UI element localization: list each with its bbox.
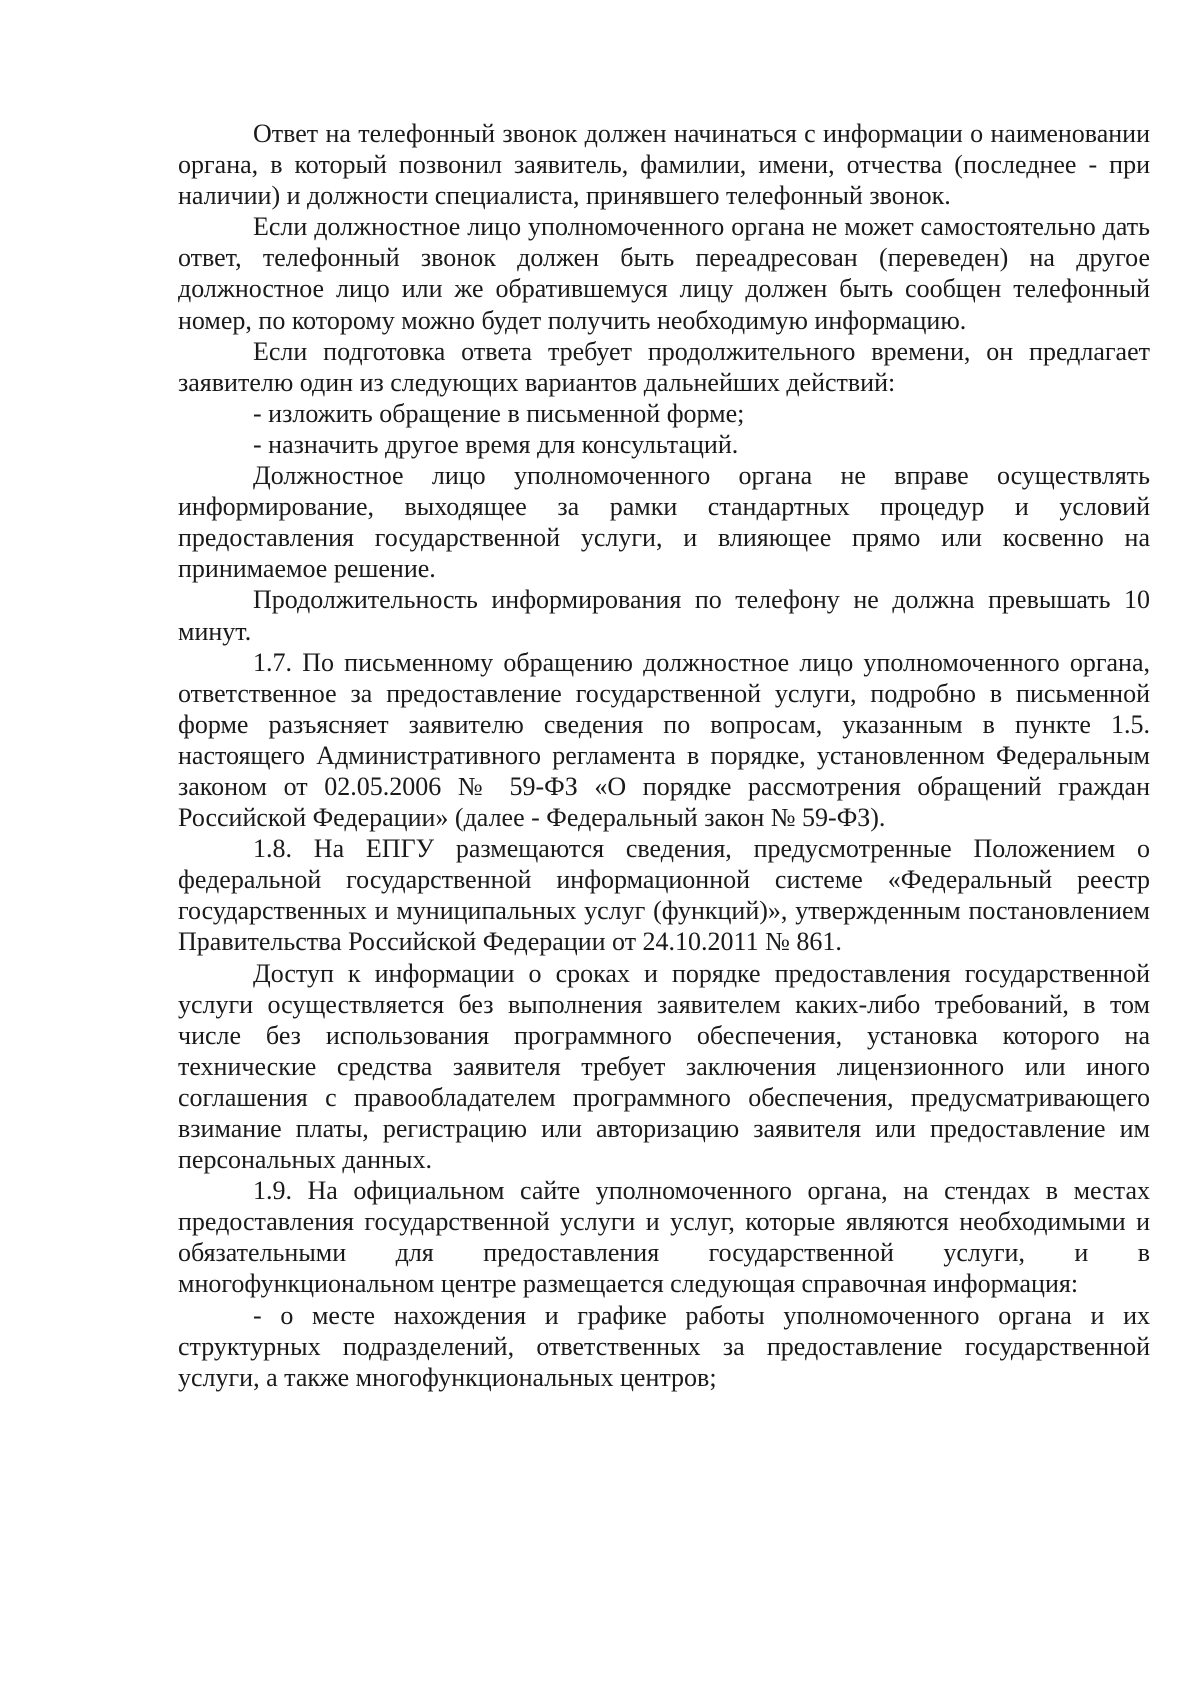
paragraph-phone-answer: Ответ на телефонный звонок должен начинаться с информации о наименовании органа, в который позвонил заявитель, фамилии, имени, отчества (последнее - при наличии) и должности специалиста, принявшего телефонный звонок. (178, 119, 1150, 211)
document-body (178, 118, 1150, 1393)
list-item-location-schedule: - о месте нахождения и графике работы уполномоченного органа и их структурных подразделений, ответственных за предоставление государственной услуги, а также многофункциональных центров; (178, 1300, 1150, 1392)
paragraph-redirect-call: Если должностное лицо уполномоченного органа не может самостоятельно дать ответ, телефонный звонок должен быть переадресован (переведен) на другое должностное лицо или же обратившемуся лицу должен быть сообщен телефонный номер, по которому можно будет получить необходимую информацию. (178, 212, 1150, 335)
paragraph-section-1-9: 1.9. На официальном сайте уполномоченного органа, на стендах в местах предоставления государственной услуги и услуг, которые являются необходимыми и обязательными для предоставления государственной услуги, и в многофункциональном центре размещается следующая справочная информация: (178, 1176, 1150, 1299)
paragraph-long-answer: Если подготовка ответа требует продолжительного времени, он предлагает заявителю один из следующих вариантов дальнейших действий: (178, 336, 1150, 397)
list-item-other-time: - назначить другое время для консультаций. (253, 429, 739, 459)
paragraph-section-1-8: 1.8. На ЕПГУ размещаются сведения, предусмотренные Положением о федеральной государственной информационной системе «Федеральный реестр государственных и муниципальных услуг (функций)», утвержденным постановлением Правительства Российской Федерации от 24.10.2011 № 861. (178, 834, 1150, 957)
paragraph-section-1-7: 1.7. По письменному обращению должностное лицо уполномоченного органа, ответственное за предоставление государственной услуги, подробно в письменной форме разъясняет заявителю сведения по вопросам, указанным в пункте 1.5. настоящего Административного регламента в порядке, установленном Федеральным законом от 02.05.2006 № 59-ФЗ «О порядке рассмотрения обращений граждан Российской Федерации» (далее - Федеральный закон № 59-ФЗ). (178, 647, 1150, 833)
list-item-written-form: - изложить обращение в письменной форме; (253, 398, 745, 428)
paragraph-duration: Продолжительность информирования по телефону не должна превышать 10 минут. (178, 585, 1150, 646)
paragraph-not-entitled: Должностное лицо уполномоченного органа не вправе осуществлять информирование, выходящее за рамки стандартных процедур и условий предоставления государственной услуги, и влияющее прямо или косвенно на принимаемое решение. (178, 461, 1150, 584)
paragraph-access-info: Доступ к информации о сроках и порядке предоставления государственной услуги осуществляется без выполнения заявителем каких-либо требований, в том числе без использования программного обеспечения, установка которого на технические средства заявителя требует заключения лицензионного или иного соглашения с правообладателем программного обеспечения, предусматривающего взимание платы, регистрацию или авторизацию заявителя или предоставление им персональных данных. (178, 958, 1150, 1175)
